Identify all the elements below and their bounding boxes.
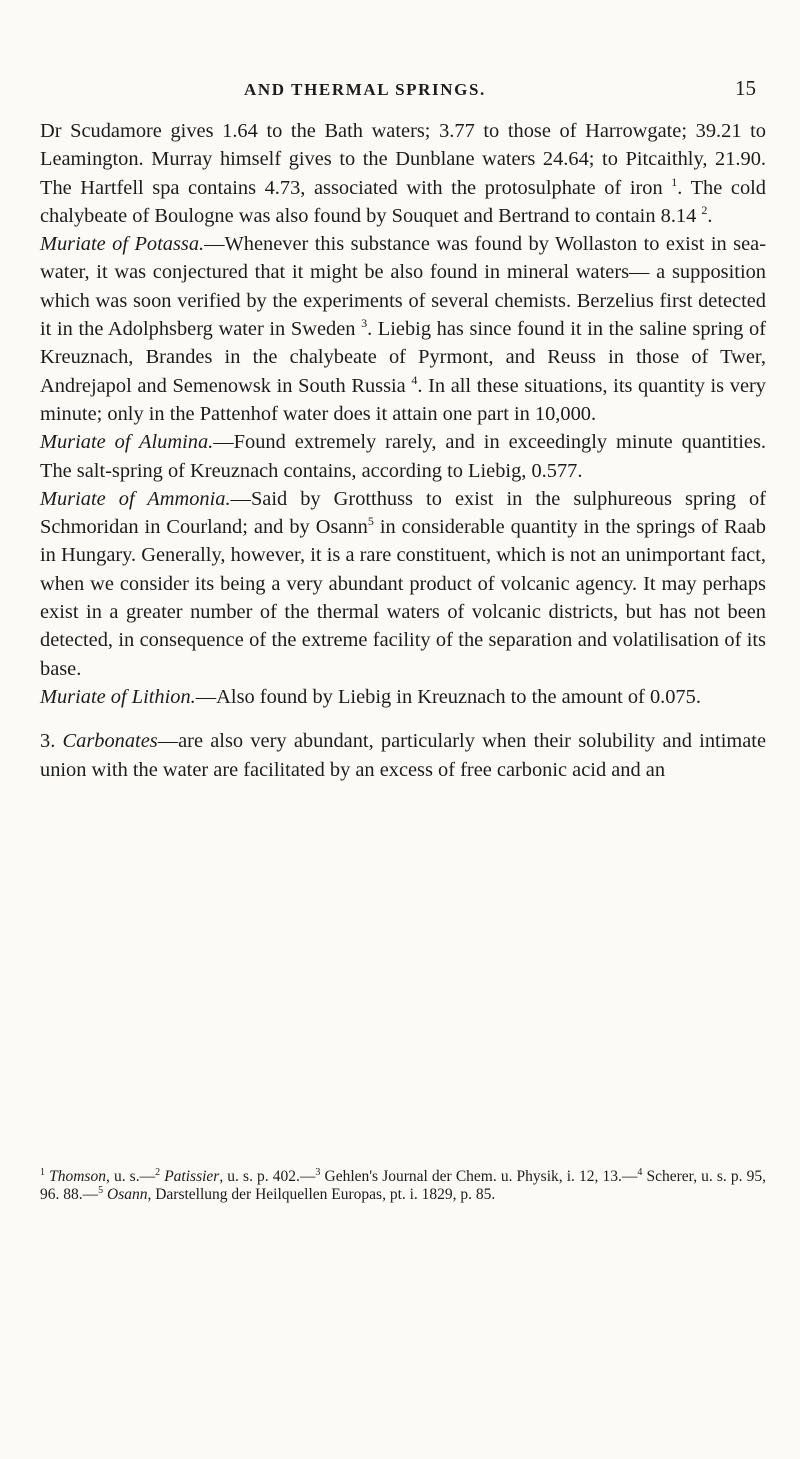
text-run: , u. s.— (105, 1168, 156, 1185)
italic-heading: Osann (107, 1186, 148, 1204)
italic-heading: Muriate of Lithion. (40, 685, 196, 708)
italic-heading: Muriate of Potassa. (40, 233, 205, 256)
text-run: —are also very abundant, particularly when their solubility and intimate union with the water are facilitated by an excess of free carbonic acid and an (40, 730, 766, 781)
body-text (40, 117, 766, 784)
footnote-marker: 2 (701, 203, 708, 218)
footnotes (40, 1168, 766, 1204)
paragraph (40, 485, 766, 683)
text-run: , u. s. p. 402.— (219, 1168, 316, 1185)
section-gap (40, 711, 766, 727)
text-run: . The cold chalybeate of Boulogne was also found by Souquet and Bertrand to contain 8.14 (40, 176, 766, 227)
text-run: —Whenever this substance was found by Wollaston to exist in sea-water, it was conjectured that it might be also found in mineral waters— a supposition which was soon verified by the experiments of several chemists. Berzelius first detected it in the Adolphsberg water in Sweden (40, 233, 766, 341)
italic-heading: Thomson (49, 1168, 106, 1185)
footnote-marker: 3 (315, 1166, 321, 1178)
footnote-marker: 2 (155, 1166, 161, 1178)
footnote-marker: 4 (411, 372, 418, 387)
text-run: —Found extremely rarely, and in exceedingly minute quantities. The salt-spring of Kreuznach contains, according to Liebig, 0.577. (40, 431, 767, 482)
footnote-marker: 5 (98, 1185, 104, 1197)
text-run: . Liebig has since found it in the saline spring of Kreuznach, Brandes in the chalybeate of Pyrmont, and Reuss in those of Twer, Andrejapol and Semenowsk in South Russia (40, 318, 766, 397)
text-run: in considerable quantity in the springs of Raab in Hungary. Generally, however, it is a rare constituent, which is not an unimportant fact, when we consider its being a very abundant product of volcanic agency. It may perhaps exist in a greater number of the thermal waters of volcanic districts, but has not been detected, in consequence of the extreme facility of the separation and volatilisation of its base. (40, 516, 767, 680)
italic-heading: Carbonates (62, 730, 158, 753)
footnote-marker: 1 (671, 174, 678, 189)
text-run: —Said by Grotthuss to exist in the sulphureous spring of Schmoridan in Courland; and by Osann (40, 487, 766, 539)
footnote-block (40, 1168, 766, 1204)
paragraph (40, 428, 766, 485)
text-run: 3. (40, 730, 63, 753)
text-run: Gehlen's Journal der Chem. u. Physik, i. 12, 13.— (320, 1168, 638, 1185)
footnote-marker: 3 (361, 316, 368, 331)
text-run: —Also found by Liebig in Kreuznach to the amount of 0.075. (195, 685, 701, 708)
italic-heading: Muriate of Ammonia. (40, 487, 231, 510)
footnote-marker: 1 (40, 1166, 45, 1178)
paragraph (40, 727, 766, 784)
text-run: Dr Scudamore gives 1.64 to the Bath waters; 3.77 to those of Harrowgate; 39.21 to Leamington. Murray himself gives to the Dunblane waters 24.64; to Pitcaithly, 21.90. The Hartfell spa contains 4.73, associated with the protosulphate of iron (40, 120, 766, 199)
running-title: AND THERMAL SPRINGS. (244, 80, 486, 99)
text-run: . (707, 204, 713, 227)
italic-heading: Patissier (164, 1168, 220, 1185)
text-run: , Darstellung der Heilquellen Europas, pt. i. 1829, p. 85. (147, 1186, 496, 1204)
footnote-marker: 5 (367, 514, 374, 529)
paragraph (40, 230, 766, 428)
italic-heading: Muriate of Alumina. (40, 431, 214, 454)
page-number: 15 (735, 76, 756, 100)
footnote-marker: 4 (637, 1166, 643, 1178)
text-run: Scherer, u. s. p. 95, 96. 88.— (40, 1168, 767, 1204)
text-run: . In all these situations, its quantity is very minute; only in the Pattenhof water does it attain one part in 10,000. (40, 374, 766, 425)
running-head (0, 76, 800, 104)
paragraph (40, 117, 766, 230)
paragraph (40, 683, 766, 711)
